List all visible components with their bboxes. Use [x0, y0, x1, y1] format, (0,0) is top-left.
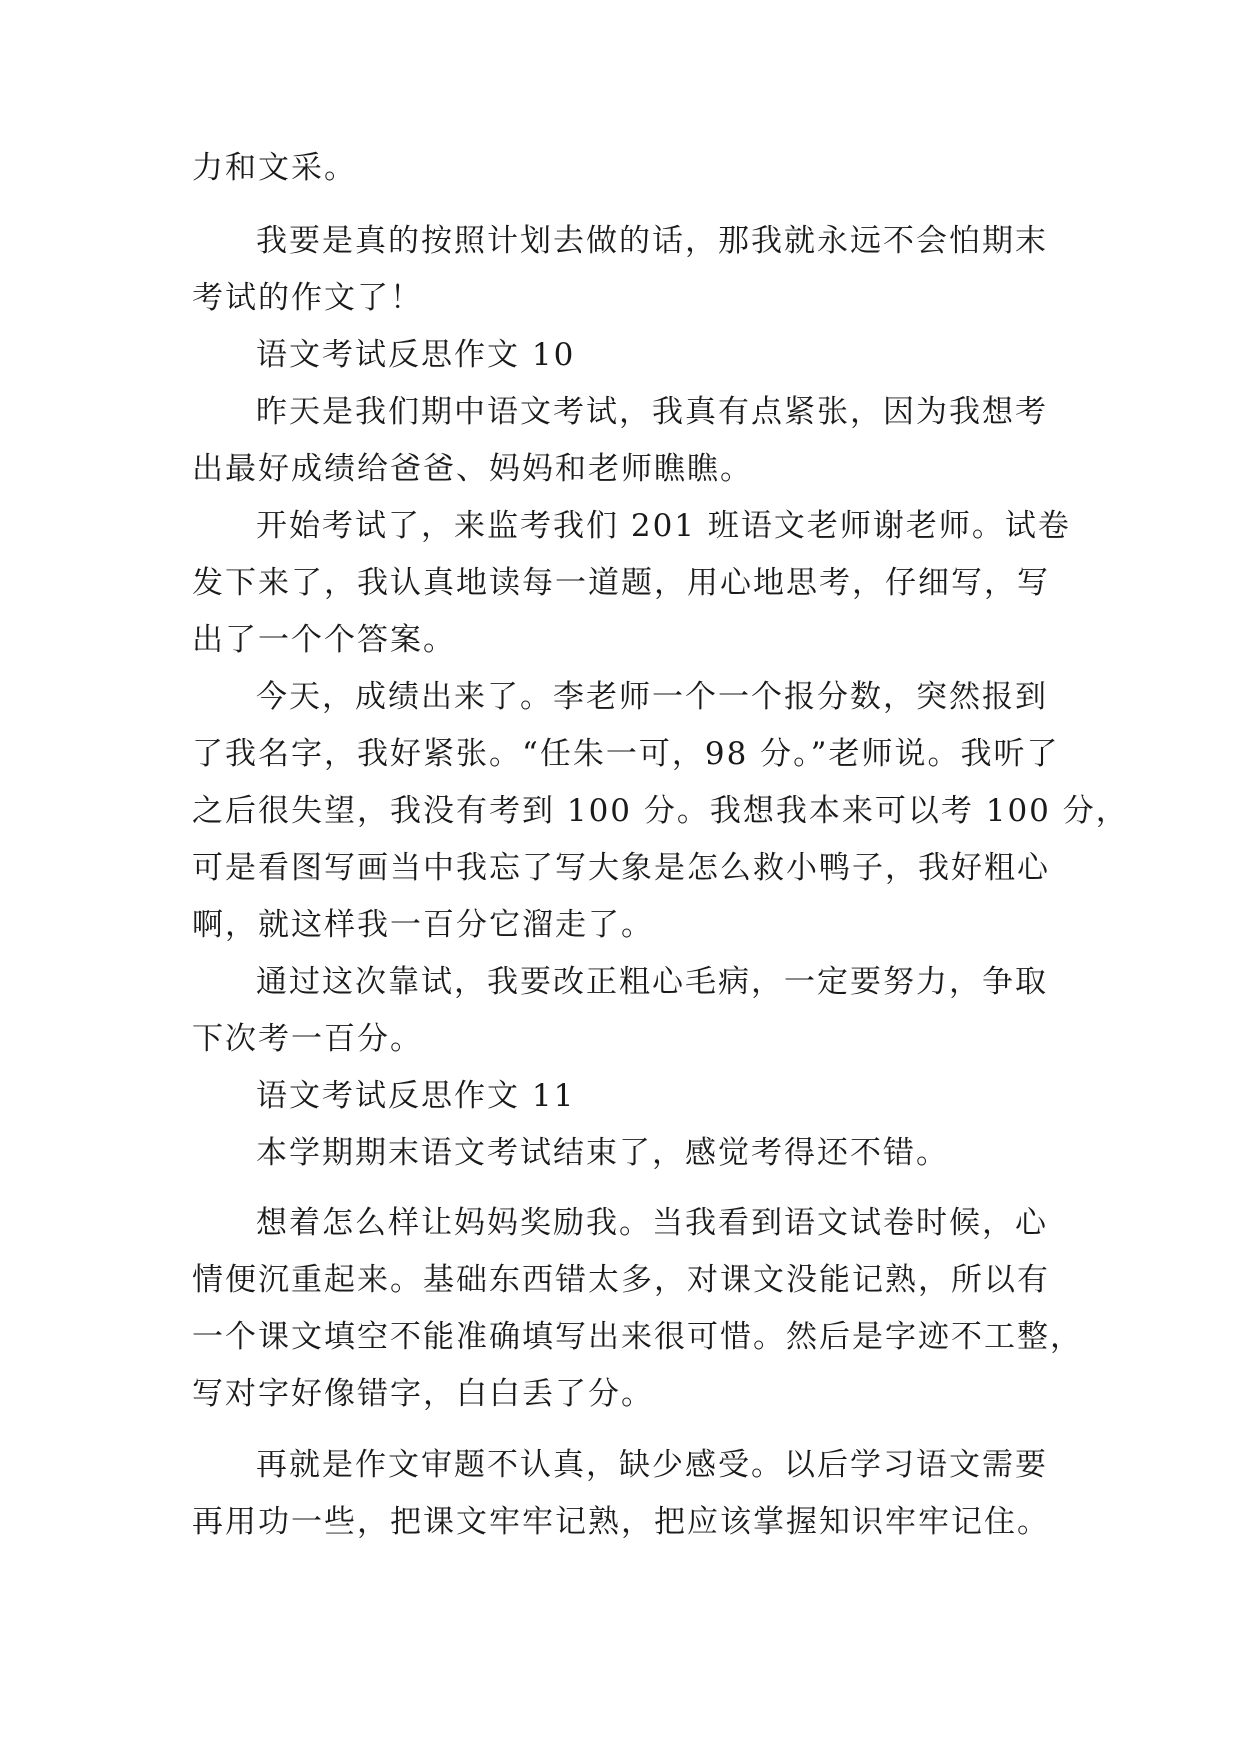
section-heading: 语文考试反思作文 11	[256, 1078, 576, 1114]
paragraph-line: 通过这次靠试，我要改正粗心毛病，一定要努力，争取	[256, 964, 1048, 1000]
paragraph-line: 可是看图写画当中我忘了写大象是怎么救小鸭子，我好粗心	[192, 850, 1050, 886]
paragraph-line: 我要是真的按照计划去做的话，那我就永远不会怕期末	[256, 223, 1048, 259]
paragraph-line: 力和文采。	[192, 150, 357, 186]
paragraph-line: 开始考试了，来监考我们 201 班语文老师谢老师。试卷	[256, 508, 1071, 544]
paragraph-line: 写对字好像错字，白白丢了分。	[192, 1376, 654, 1412]
paragraph-line: 发下来了，我认真地读每一道题，用心地思考，仔细写，写	[192, 565, 1050, 601]
paragraph-line: 考试的作文了！	[192, 280, 423, 316]
paragraph-line: 之后很失望，我没有考到 100 分。我想我本来可以考 100 分，	[192, 793, 1129, 829]
paragraph-line: 昨天是我们期中语文考试，我真有点紧张，因为我想考	[256, 394, 1048, 430]
paragraph-line: 想着怎么样让妈妈奖励我。当我看到语文试卷时候，心	[256, 1205, 1048, 1241]
paragraph-line: 情便沉重起来。基础东西错太多，对课文没能记熟，所以有	[192, 1262, 1050, 1298]
paragraph-line: 出了一个个答案。	[192, 622, 456, 658]
paragraph-line: 本学期期末语文考试结束了，感觉考得还不错。	[256, 1135, 949, 1171]
paragraph-line: 出最好成绩给爸爸、妈妈和老师瞧瞧。	[192, 451, 753, 487]
paragraph-line: 啊，就这样我一百分它溜走了。	[192, 907, 654, 943]
paragraph-line: 下次考一百分。	[192, 1021, 423, 1057]
section-heading: 语文考试反思作文 10	[256, 337, 576, 373]
paragraph-line: 再用功一些，把课文牢牢记熟，把应该掌握知识牢牢记住。	[192, 1504, 1050, 1540]
paragraph-line: 了我名字，我好紧张。“任朱一可，98 分。”老师说。我听了	[192, 736, 1060, 772]
paragraph-line: 今天，成绩出来了。李老师一个一个报分数，突然报到	[256, 679, 1048, 715]
paragraph-line: 再就是作文审题不认真，缺少感受。以后学习语文需要	[256, 1447, 1048, 1483]
paragraph-line: 一个课文填空不能准确填写出来很可惜。然后是字迹不工整，	[192, 1319, 1083, 1355]
